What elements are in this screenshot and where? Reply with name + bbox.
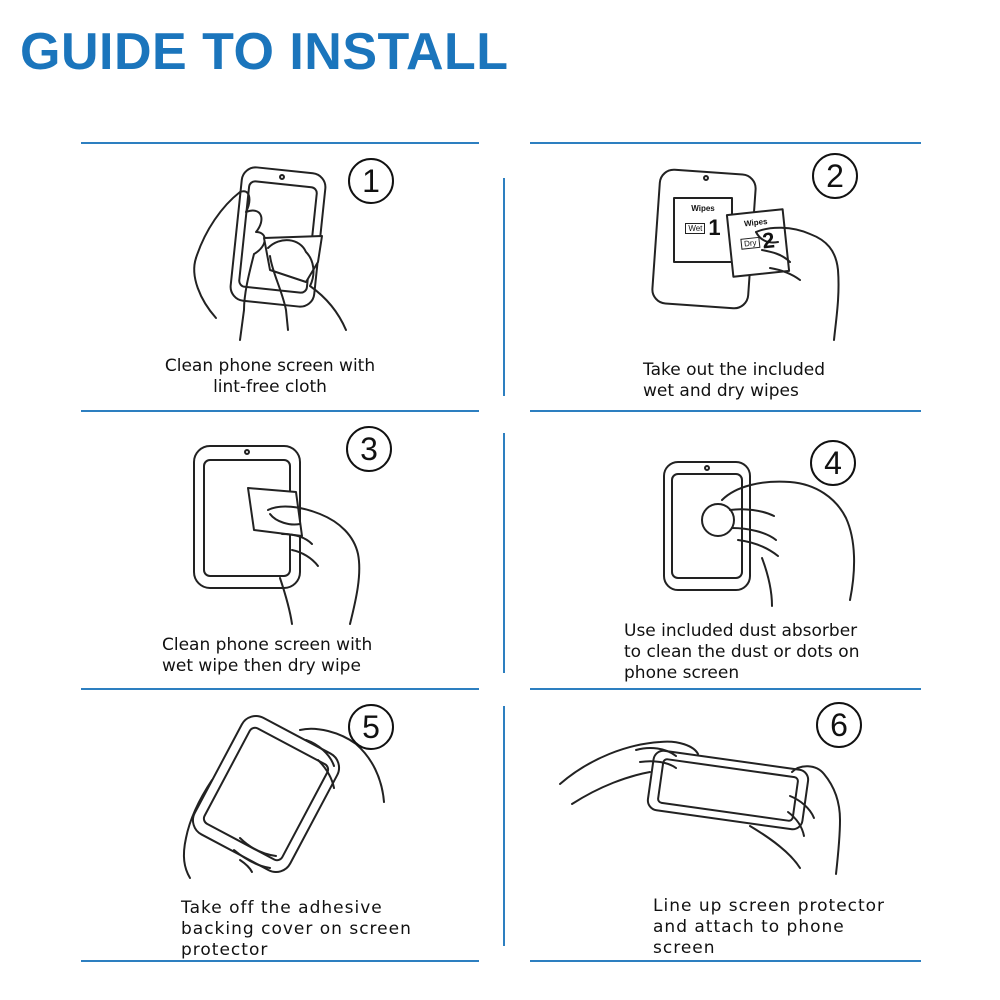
step-4-number: 4 — [810, 440, 856, 486]
wipes-dry-tag: Dry — [740, 236, 760, 249]
step-4-caption: Use included dust absorber to clean the dust or dots on phone screen — [624, 621, 860, 683]
step-4 — [500, 410, 1000, 688]
wipes-wet-number: 1 — [708, 215, 721, 240]
divider-right-bottom — [530, 960, 921, 962]
hand-cleaning-phone-illustration — [0, 0, 500, 410]
step-5 — [0, 688, 500, 960]
step-3 — [0, 410, 500, 688]
step-5-caption: Take off the adhesive backing cover on screen protector — [181, 898, 412, 960]
step-2-number: 2 — [812, 153, 858, 199]
step-1-number: 1 — [348, 158, 394, 204]
step-2 — [500, 0, 1000, 410]
step-1 — [0, 0, 500, 410]
wipes-wet-tag: Wet — [685, 223, 705, 234]
step-6-caption: Line up screen protector and attach to phone screen — [653, 896, 886, 958]
step-6-number: 6 — [816, 702, 862, 748]
step-5-number: 5 — [348, 704, 394, 750]
step-1-caption: Clean phone screen with lint-free cloth — [164, 356, 376, 397]
wipes-label-2: Wipes — [743, 216, 768, 229]
step-3-caption: Clean phone screen with wet wipe then dry wipe — [162, 635, 373, 676]
phone-with-wipes-illustration — [500, 0, 1000, 410]
step-2-caption: Take out the included wet and dry wipes — [643, 360, 826, 401]
step-6 — [500, 688, 1000, 960]
page-title: GUIDE TO INSTALL — [20, 23, 509, 81]
wipes-dry-number: 2 — [761, 227, 776, 254]
wipes-card-wet — [676, 204, 730, 258]
wipes-card-dry — [729, 215, 786, 272]
wipes-label: Wipes — [691, 204, 715, 213]
step-3-number: 3 — [346, 426, 392, 472]
